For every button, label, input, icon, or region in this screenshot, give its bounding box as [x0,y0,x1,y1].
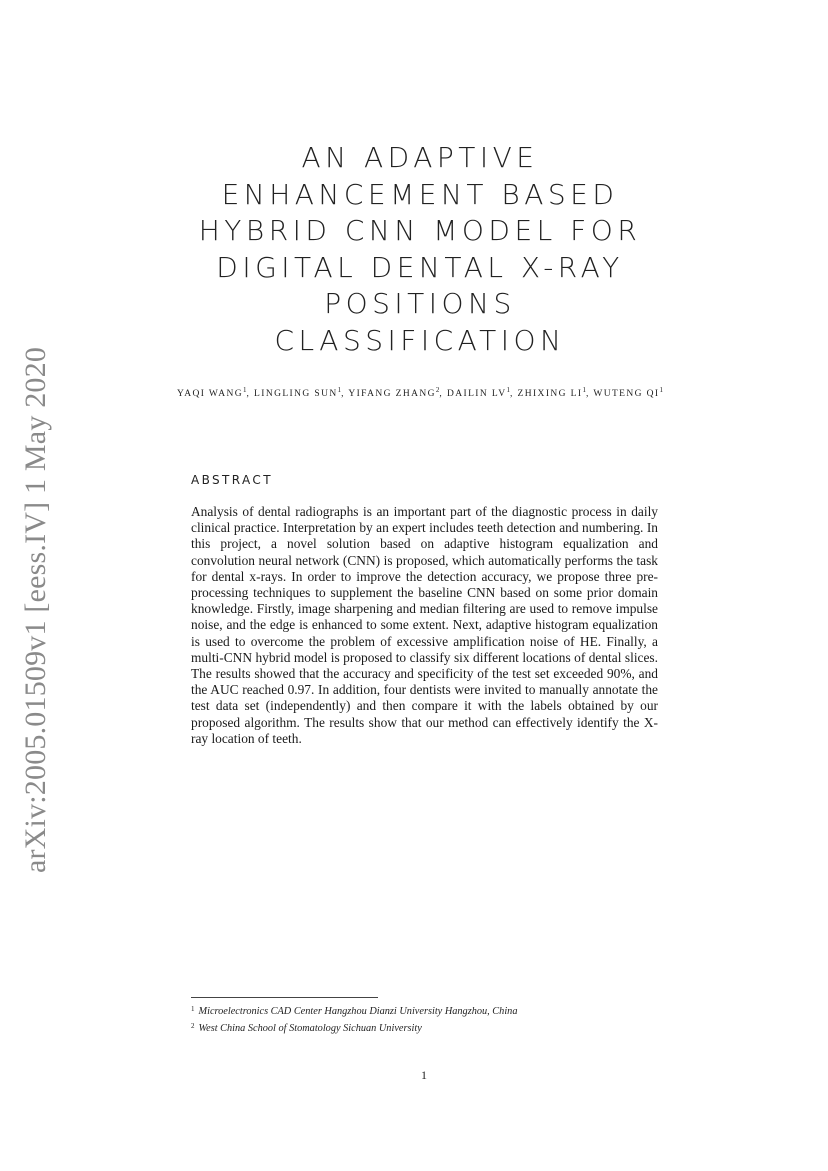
author-name: YIFANG ZHANG [348,389,436,399]
author-affiliation-mark: 1 [659,386,663,394]
paper-title [150,140,690,359]
title-line: ENHANCEMENT BASED [221,177,619,211]
author-separator: , [509,389,518,399]
author [517,386,594,399]
footnote-mark: 2 [191,1022,195,1030]
author [348,386,447,399]
footnote-text: Microelectronics CAD Center Hangzhou Dianzi University Hangzhou, China [198,1006,518,1017]
arxiv-identifier-stamp [12,346,60,874]
author-separator: , [246,389,255,399]
footnote-mark: 1 [191,1005,195,1013]
author-name: ZHIXING LI [517,389,583,399]
author-affiliation-mark: 1 [242,386,247,394]
title-line: DIGITAL DENTAL X-RAY [216,250,624,284]
author-separator: , [439,389,447,399]
author-separator: , [341,389,349,399]
author-affiliation-mark: 1 [506,386,510,394]
footnotes [191,1002,661,1036]
page-number: 1 [421,1068,427,1082]
author-separator: , [585,389,594,399]
footnote [191,1019,661,1036]
footnote-text: West China School of Stomatology Sichuan University [198,1023,422,1034]
author [254,386,349,399]
title-line: AN ADAPTIVE [301,141,539,174]
author-name: LINGLING SUN [254,389,338,399]
arxiv-identifier-text: arXiv:2005.01509v1 [eess.IV] 1 May 2020 [19,346,52,874]
author-affiliation-mark: 2 [435,386,440,394]
title-line: HYBRID CNN MODEL FOR [198,214,642,247]
author-name: WUTENG QI [593,389,660,399]
author [593,386,663,399]
author [176,386,255,399]
abstract-body: Analysis of dental radiographs is an important part of the diagnostic process in daily clinical practice. Interpretation by an expert includes teeth detection and numbering. In this project, a novel solution based on adaptive histogram equalization and convolution neural network (CNN) is proposed, which automatically performs the task for dental x-rays. In order to improve the detection accuracy, we propose three pre-processing techniques to supplement the baseline CNN based on some prior domain knowledge. Firstly, image sharpening and median filtering are used to remove impulse noise, and the edge is enhanced to some extent. Next, adaptive histogram equalization is used to overcome the problem of excessive amplification noise of HE. Finally, a multi-CNN hybrid model is proposed to classify six different locations of dental slices. The results showed that the accuracy and specificity of the test set exceeded 90%, and the AUC reached 0.97. In addition, four dentists were invited to manually annotate the test data set (independently) and then compare it with the labels obtained by our proposed algorithm. The results show that our method can effectively identify the X-ray location of teeth. [191,504,658,746]
author-list [120,386,720,399]
footnote-divider [191,997,378,998]
author [446,386,518,399]
author-affiliation-mark: 1 [582,386,586,394]
title-line: CLASSIFICATION [274,323,566,357]
author-name: YAQI WANG [176,389,243,399]
abstract-heading: ABSTRACT [191,473,273,487]
footnote [191,1002,661,1019]
author-name: DAILIN LV [446,389,507,399]
title-line: POSITIONS [324,287,516,320]
author-affiliation-mark: 1 [337,386,342,394]
